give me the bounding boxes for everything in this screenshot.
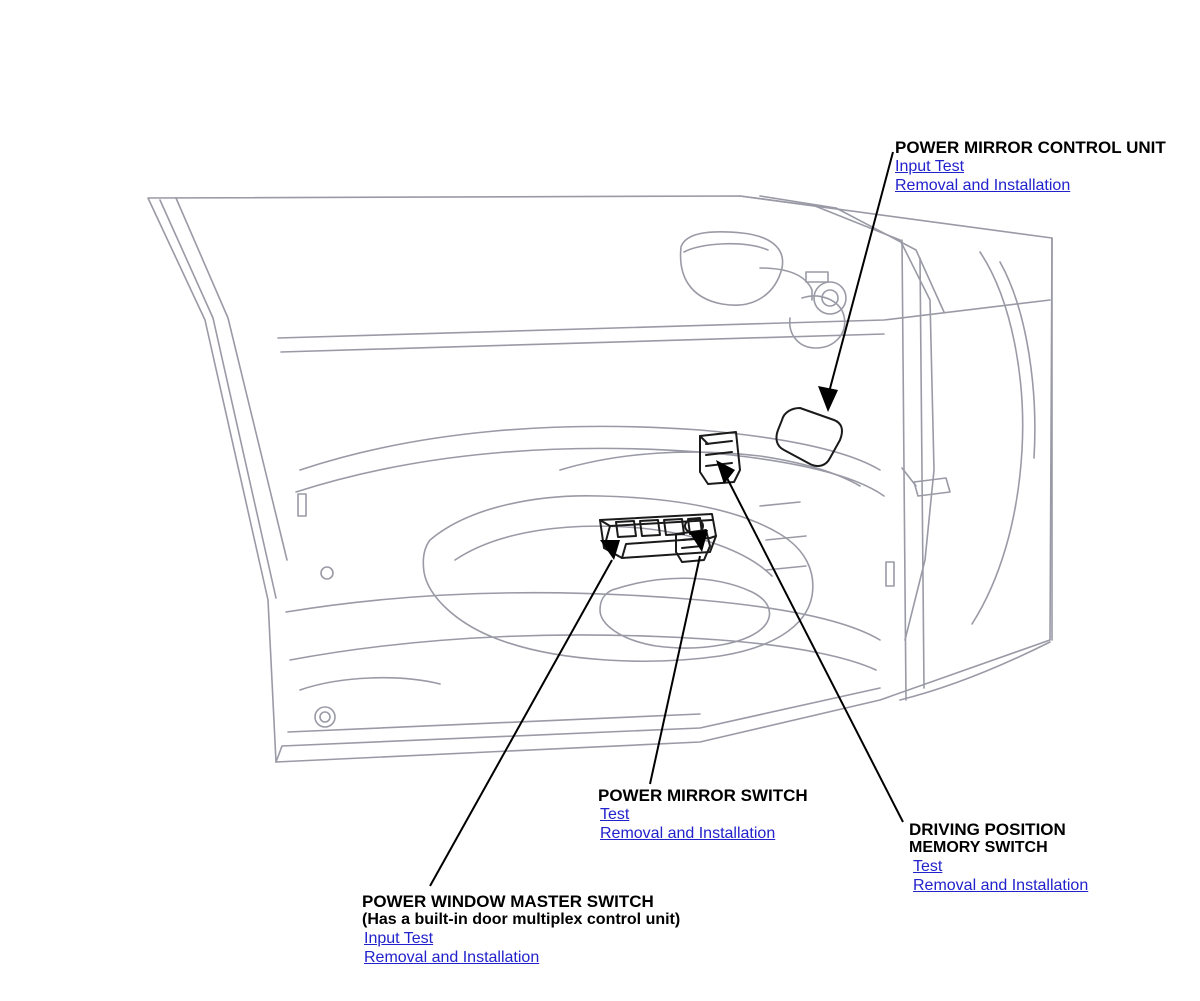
callout-title: POWER WINDOW MASTER SWITCH (362, 892, 654, 911)
callout-title: POWER MIRROR SWITCH (598, 786, 808, 805)
link-removal-and-installation[interactable]: Removal and Installation (913, 877, 1089, 895)
link-input-test[interactable]: Input Test (895, 158, 965, 176)
callout-subtitle: (Has a built-in door multiplex control unit) (362, 911, 681, 929)
link-input-test[interactable]: Input Test (364, 929, 434, 947)
link-test[interactable]: Test (913, 857, 943, 875)
link-removal-and-installation[interactable]: Removal and Installation (895, 177, 1071, 195)
link-removal-and-installation[interactable]: Removal and Installation (600, 825, 776, 843)
callout-power-window-master-switch (362, 892, 680, 967)
link-removal-and-installation[interactable]: Removal and Installation (364, 949, 540, 967)
callout-power-mirror-control-unit (895, 138, 1166, 195)
link-test[interactable]: Test (600, 806, 630, 824)
callout-driving-position-memory-switch (909, 820, 1088, 895)
callout-title: DRIVING POSITION (909, 820, 1066, 839)
callout-subtitle: MEMORY SWITCH (909, 839, 1048, 857)
callout-title: POWER MIRROR CONTROL UNIT (895, 138, 1166, 157)
callout-power-mirror-switch (598, 786, 808, 843)
